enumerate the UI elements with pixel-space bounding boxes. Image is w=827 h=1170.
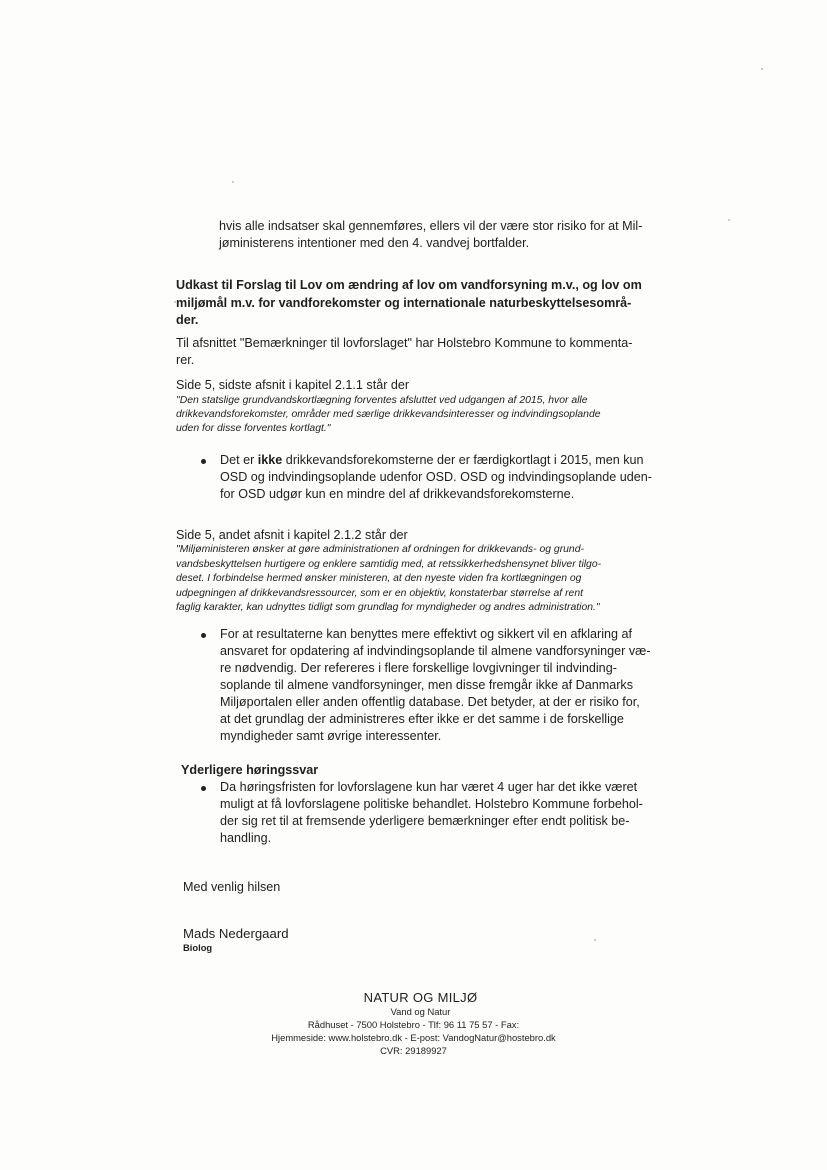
scan-speck — [232, 181, 234, 183]
footer-web: Hjemmeside: www.holstebro.dk - E-post: VandogNatur@hostebro.dk — [271, 1032, 556, 1043]
section3-bullet: Da høringsfristen for lovforslagene kun har været 4 uger har det ikke været muligt at få lovforslagene politiske behandlet. Holstebro Kommune forbehol- der sig ret til at fremsende yderligere bemærkninger efter endt politisk be- handling. — [220, 780, 643, 845]
further-responses-heading: Yderligere høringssvar — [181, 763, 319, 777]
signature-name: Mads Nedergaard — [183, 926, 289, 941]
intro-paragraph: Til afsnittet "Bemærkninger til lovforslaget" har Holstebro Kommune to kommenta- rer. — [176, 336, 633, 367]
section1-lead: Side 5, sidste afsnit i kapitel 2.1.1 står der — [176, 378, 410, 392]
scan-speck — [761, 68, 763, 70]
footer-address: Rådhuset - 7500 Holstebro - Tlf: 96 11 75 57 - Fax: — [307, 1019, 520, 1030]
law-proposal-heading: Udkast til Forslag til Lov om ændring af lov om vandforsyning m.v., og lov om miljømål m.v. for vandforekomster og internationale naturbeskyttelsesområ- der. — [176, 278, 642, 327]
section2-quote: "Miljøministeren ønsker at gøre administrationen af ordningen for drikkevands- og grund- vandsbeskyttelsen hurtigere og enklere samtidig med, at retssikkerhedshensynet bliver tilgo- deset. I forbindelse hermed ønsker ministeren, at den nyeste viden fra kortlægningen og udpegningen af drikkevandsressourcer, som er en objektiv, konstaterbar størrelse af rent faglig karakter, kan udnyttes tidligt som grundlag for myndigheder og andres administration." — [176, 544, 602, 613]
bullet-icon — [201, 459, 206, 464]
continuation-paragraph: hvis alle indsatser skal gennemføres, ellers vil der være stor risiko for at Mil- jøministerens intentioner med den 4. vandvej bortfalder. — [219, 219, 643, 250]
section1-bullet: Det er ikke drikkevandsforekomsterne der er færdigkortlagt i 2015, men kun OSD og indvindingsoplande udenfor OSD. OSD og indvindingsoplande uden- for OSD udgør kun en mindre del af drikkevandsforekomsterne. — [220, 453, 652, 501]
scan-speck — [728, 219, 730, 221]
scan-speck — [594, 939, 596, 941]
footer-org: NATUR OG MILJØ — [363, 990, 478, 1005]
closing-greeting: Med venlig hilsen — [183, 880, 281, 894]
footer-dept: Vand og Natur — [390, 1006, 451, 1017]
section2-bullet: For at resultaterne kan benyttes mere effektivt og sikkert vil en afklaring af ansvaret for opdatering af indvindingsoplande til almene vandforsyninger væ- re nødvendig. Der refereres i flere forskellige lovgivninger til indvinding- soplande til almene vandforsyninger, men disse fremgår ikke af Danmarks Miljøportalen eller anden offentlig database. Det betyder, at der er risiko for, at det grundlag der administreres efter ikke er det samme i de forskellige myndigheder samt øvrige interessenter. — [220, 627, 651, 743]
signature-title: Biolog — [183, 942, 213, 953]
section1-quote: "Den statslige grundvandskortlægning forventes afsluttet ved udgangen af 2015, hvor alle drikkevandsforekomster, områder med særlige drikkevandsinteresser og indvindingsoplande uden for disse forventes kortlagt." — [176, 395, 601, 434]
bullet-icon — [201, 786, 206, 791]
section2-lead: Side 5, andet afsnit i kapitel 2.1.2 står der — [176, 528, 408, 542]
footer-cvr: CVR: 29189927 — [380, 1045, 447, 1056]
bullet-icon — [201, 633, 206, 638]
